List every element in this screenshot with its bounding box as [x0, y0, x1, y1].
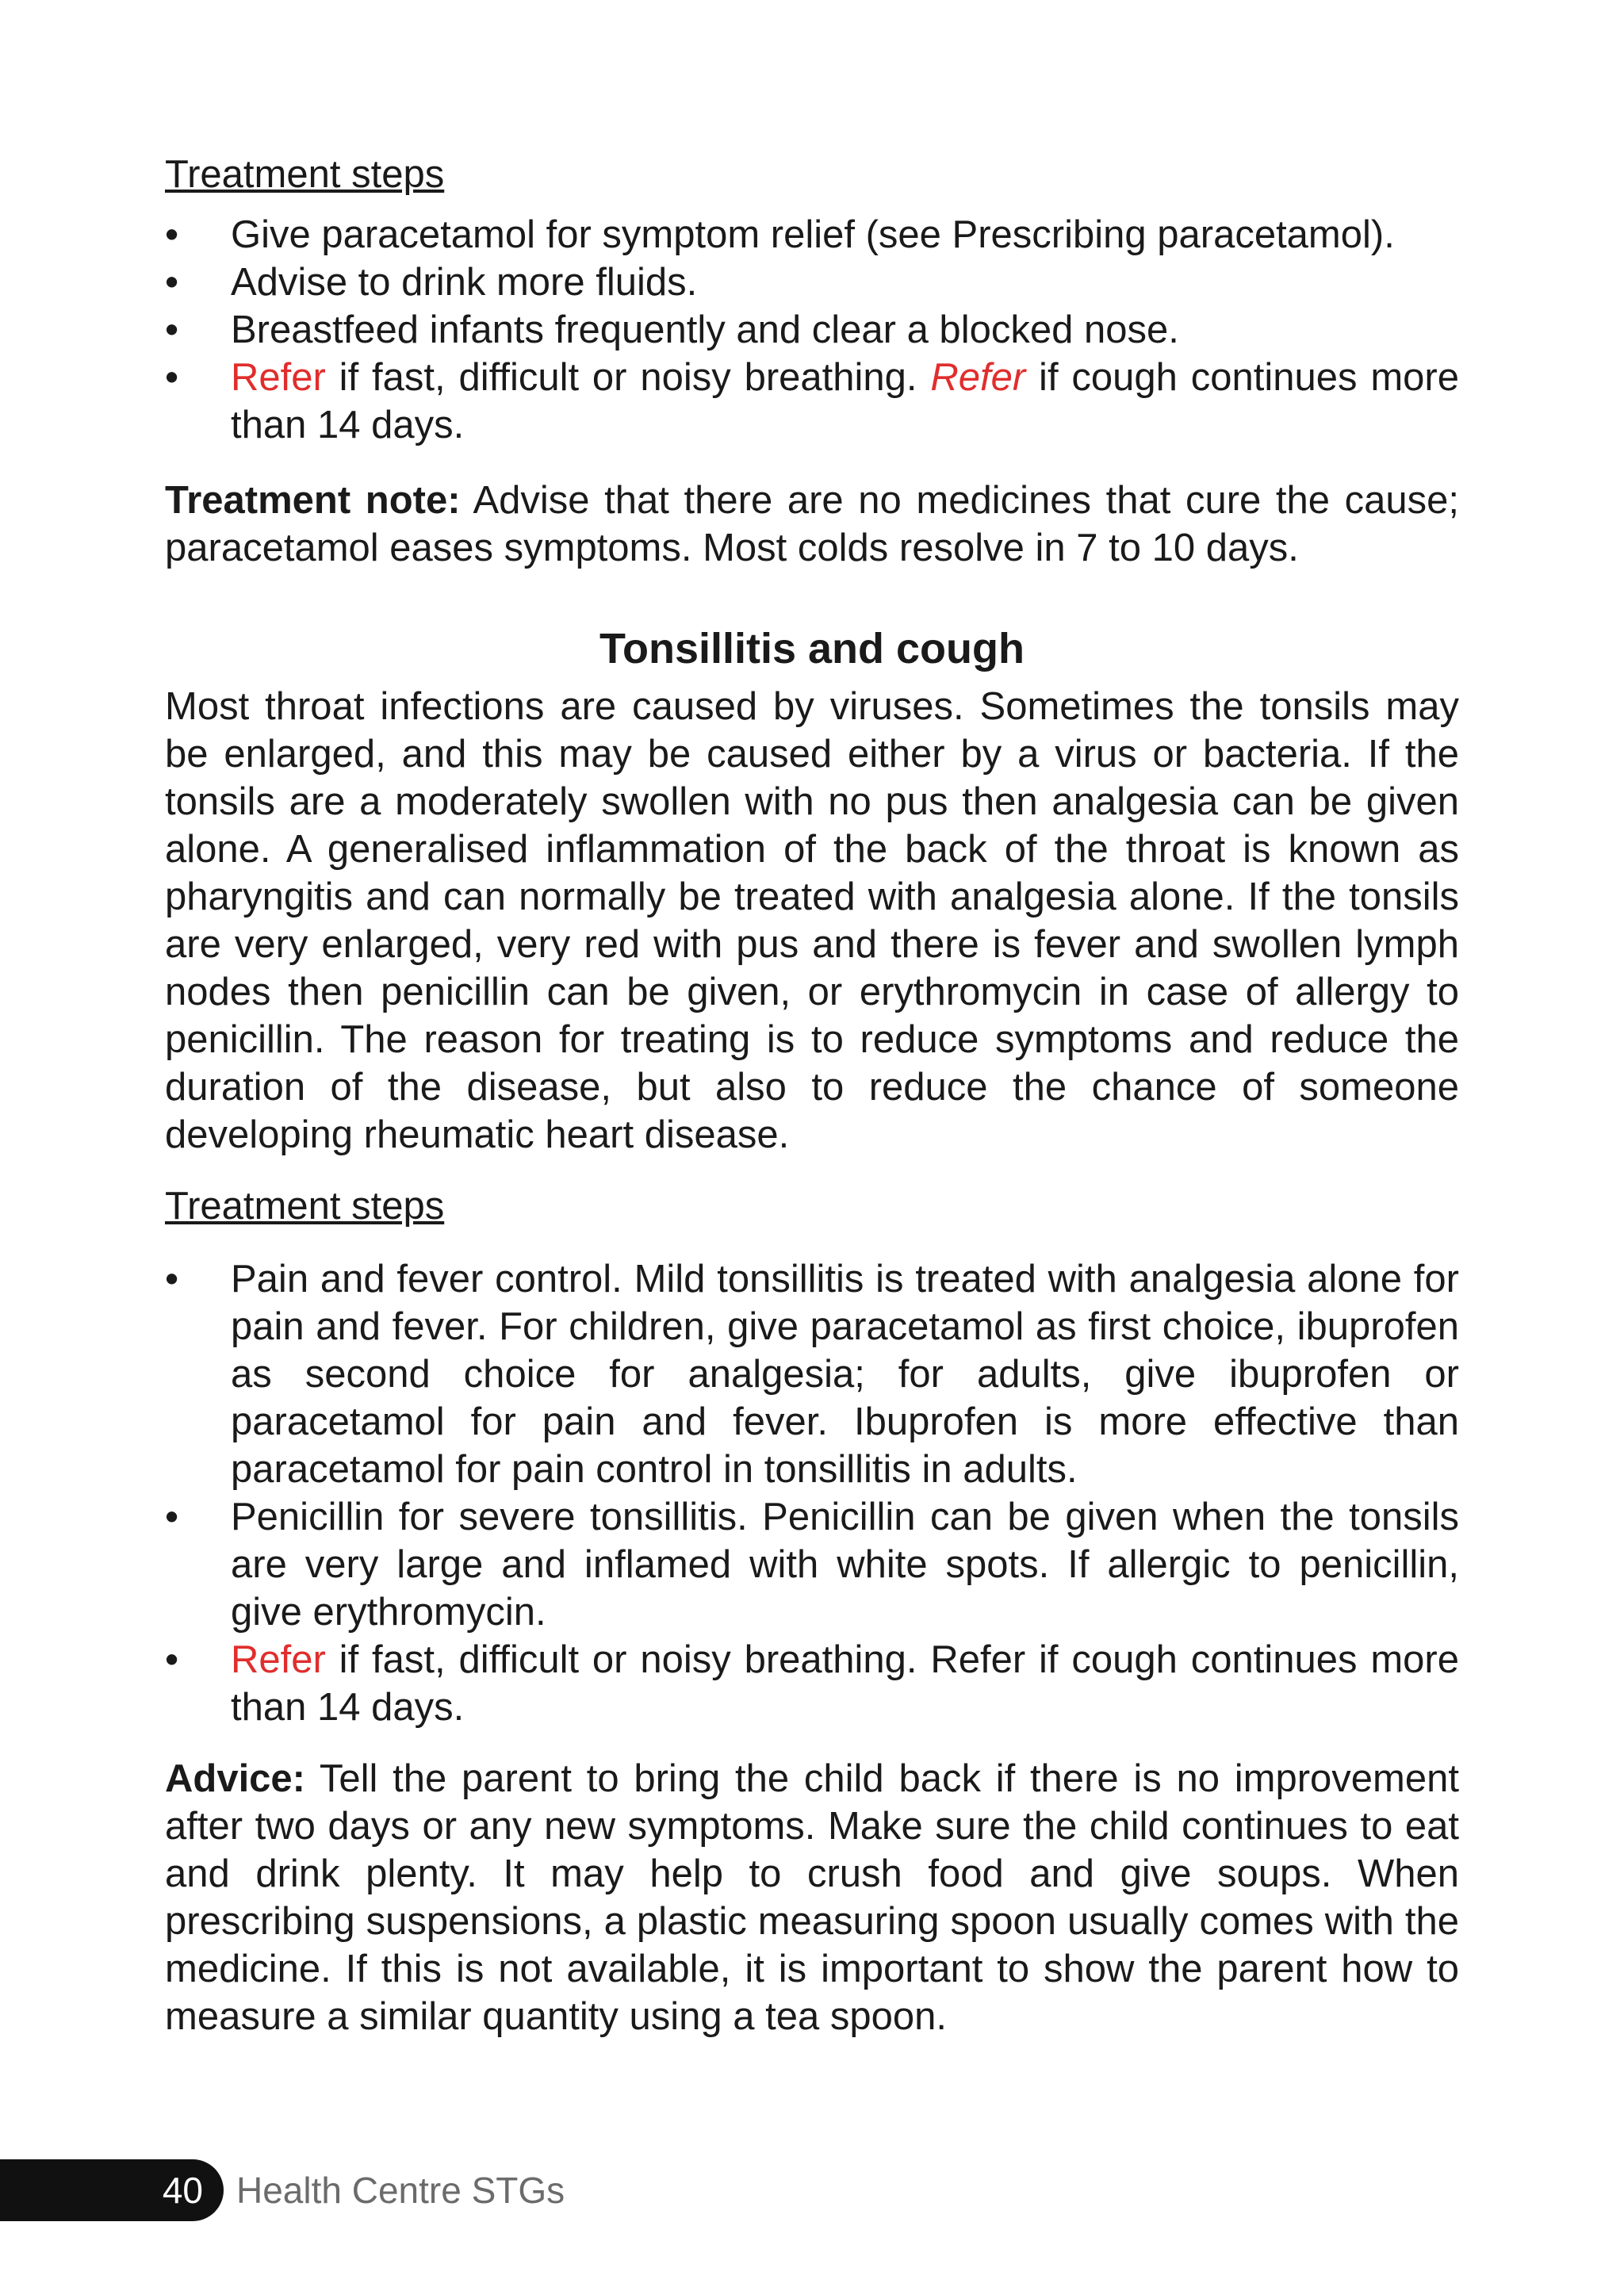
advice-paragraph: Advice: Tell the parent to bring the child back if there is no improvement after two days or any new symptoms. Make sure the child continues to eat and drink plenty. It may help to crush food and give soups. When prescribing suspensions, a plastic measuring spoon usually comes with the medicine. If this is not available, it is important to show the parent how to measure a similar quantity using a tea spoon.	[165, 1757, 1459, 2038]
bullet-icon: •	[165, 1496, 179, 1538]
document-page	[165, 151, 1459, 2040]
advice-label: Advice:	[165, 1757, 306, 1800]
bullet-icon: •	[165, 1258, 179, 1301]
refer-link: Refer	[231, 1638, 326, 1681]
list-item: • Refer if fast, difficult or noisy breathing. Refer if cough continues more than 14 days.	[165, 354, 1459, 449]
section-title: Tonsillitis and cough	[599, 625, 1025, 672]
treatment-steps-list	[165, 211, 1459, 449]
page-footer	[0, 2159, 872, 2221]
intro-paragraph: Most throat infections are caused by viruses. Sometimes the tonsils may be enlarged, and this may be caused either by a virus or bacteria. If the tonsils are a moderately swollen with no pus then analgesia can be given alone. A generalised inflammation of the back of the throat is known as pharyngitis and can normally be treated with analgesia alone. If the tonsils are very enlarged, very red with pus and there is fever and swollen lymph nodes then penicillin can be given, or erythromycin in case of allergy to penicillin. The reason for treating is to reduce symptoms and reduce the duration of the disease, but also to reduce the chance of someone developing rheumatic heart disease.	[165, 685, 1459, 1156]
bullet-icon: •	[165, 213, 179, 256]
bullet-icon: •	[165, 356, 179, 399]
list-item: • Refer if fast, difficult or noisy breathing. Refer if cough continues more than 14 days.	[165, 1636, 1459, 1731]
bullet-icon: •	[165, 1638, 179, 1681]
list-item: • Penicillin for severe tonsillitis. Penicillin can be given when the tonsils are very large and inflamed with white spots. If allergic to penicillin, give erythromycin.	[165, 1493, 1459, 1636]
page-number: 40	[0, 2159, 224, 2221]
list-item: • Advise to drink more fluids.	[165, 259, 1459, 306]
list-item: • Give paracetamol for symptom relief (see Prescribing paracetamol).	[165, 211, 1459, 259]
treatment-steps-list	[165, 1255, 1459, 1731]
treatment-steps-heading: Treatment steps	[165, 153, 445, 196]
refer-link: Refer	[231, 356, 326, 399]
treatment-note-label: Treatment note:	[165, 479, 461, 522]
bullet-icon: •	[165, 261, 179, 304]
refer-link: Refer	[930, 356, 1026, 399]
bullet-icon: •	[165, 308, 179, 351]
list-item: • Pain and fever control. Mild tonsillitis is treated with analgesia alone for pain and fever. For children, give paracetamol as first choice, ibuprofen as second choice for analgesia; for adults, give ibuprofen or paracetamol for pain and fever. Ibuprofen is more effective than paracetamol for pain control in tonsillitis in adults.	[165, 1255, 1459, 1493]
treatment-steps-heading: Treatment steps	[165, 1185, 445, 1228]
treatment-note: Treatment note: Advise that there are no medicines that cure the cause; paracetamol eases symptoms. Most colds resolve in 7 to 10 days.	[165, 479, 1459, 569]
footer-label: Health Centre STGs	[236, 2170, 565, 2211]
list-item: • Breastfeed infants frequently and clear a blocked nose.	[165, 306, 1459, 354]
